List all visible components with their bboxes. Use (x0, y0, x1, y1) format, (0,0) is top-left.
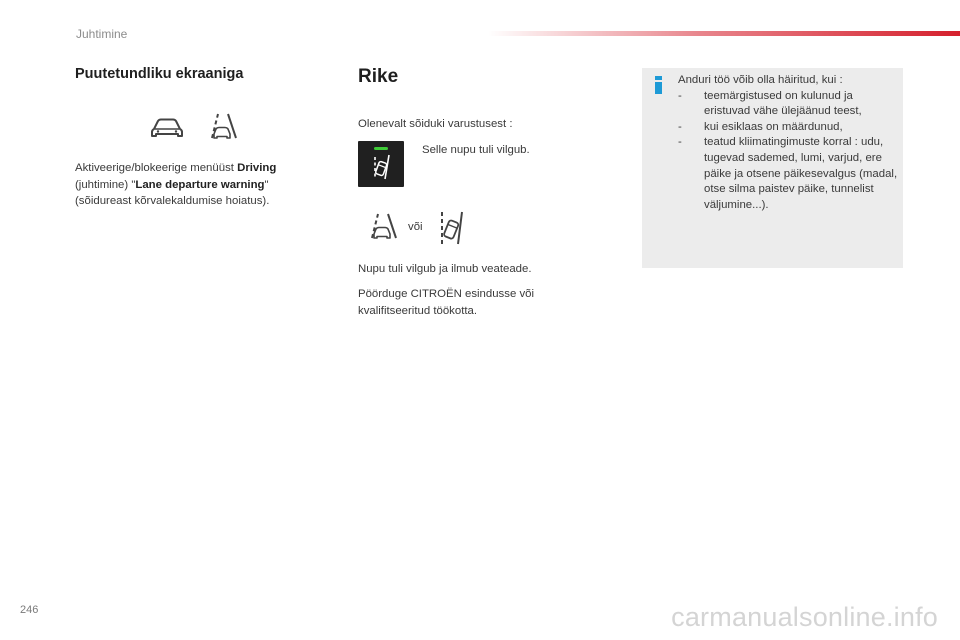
activation-text-after: " (sõidureast kõrvalekaldumise hoiatus). (75, 178, 270, 207)
list-item (678, 135, 900, 213)
header-accent-bar (488, 31, 960, 36)
car-front-icon (150, 116, 184, 140)
list-item (678, 120, 900, 136)
list-dash: - (678, 89, 682, 102)
contact-dealer-text: Pöörduge CITROËN esindusse või kvalifitseeritud töökotta. (358, 288, 535, 317)
watermark: carmanualsonline.info (671, 602, 938, 632)
page-number: 246 (20, 604, 39, 616)
list-dash: - (678, 136, 682, 149)
info-icon (655, 76, 662, 94)
lane-assist-icon (436, 210, 468, 246)
function-name-lane-departure: Lane departure warning (135, 178, 265, 191)
list-item-text: teemärgistused on kulunud ja eristuvad vähe ülejäänud teest, (704, 89, 862, 118)
info-box-text (678, 73, 900, 213)
list-item (678, 89, 900, 120)
activation-text-before: Aktiveerige/blokeerige menüüst (75, 162, 238, 174)
section-label: Juhtimine (76, 27, 128, 41)
list-item-text: kui esiklaas on määrdunud, (704, 120, 843, 133)
activation-paragraph (75, 160, 315, 210)
list-dash: - (678, 120, 682, 133)
menu-name-driving: Driving (237, 162, 277, 174)
fault-heading: Rike (358, 66, 399, 87)
activation-text-mid: (juhtimine) " (75, 178, 136, 191)
warning-message-text: Nupu tuli vilgub ja ilmub veateade. (358, 263, 532, 275)
info-intro: Anduri töö võib olla häiritud, kui : (678, 74, 843, 86)
equipment-intro: Olenevalt sõiduki varustusest : (358, 118, 513, 130)
touchscreen-heading: Puutetundliku ekraaniga (75, 66, 244, 82)
lane-departure-icon (368, 212, 400, 240)
button-blink-text: Selle nupu tuli vilgub. (422, 144, 530, 156)
lane-assist-button-icon (358, 141, 404, 187)
lane-departure-icon (208, 112, 240, 140)
list-item-text: teatud kliimatingimuste korral : udu, tugevad sademed, lumi, varjud, ere päike ja otsene päikesevalgus (madal, otse silma paistev päike, tunnelist väljumine...). (704, 136, 898, 211)
or-word: või (408, 221, 423, 233)
